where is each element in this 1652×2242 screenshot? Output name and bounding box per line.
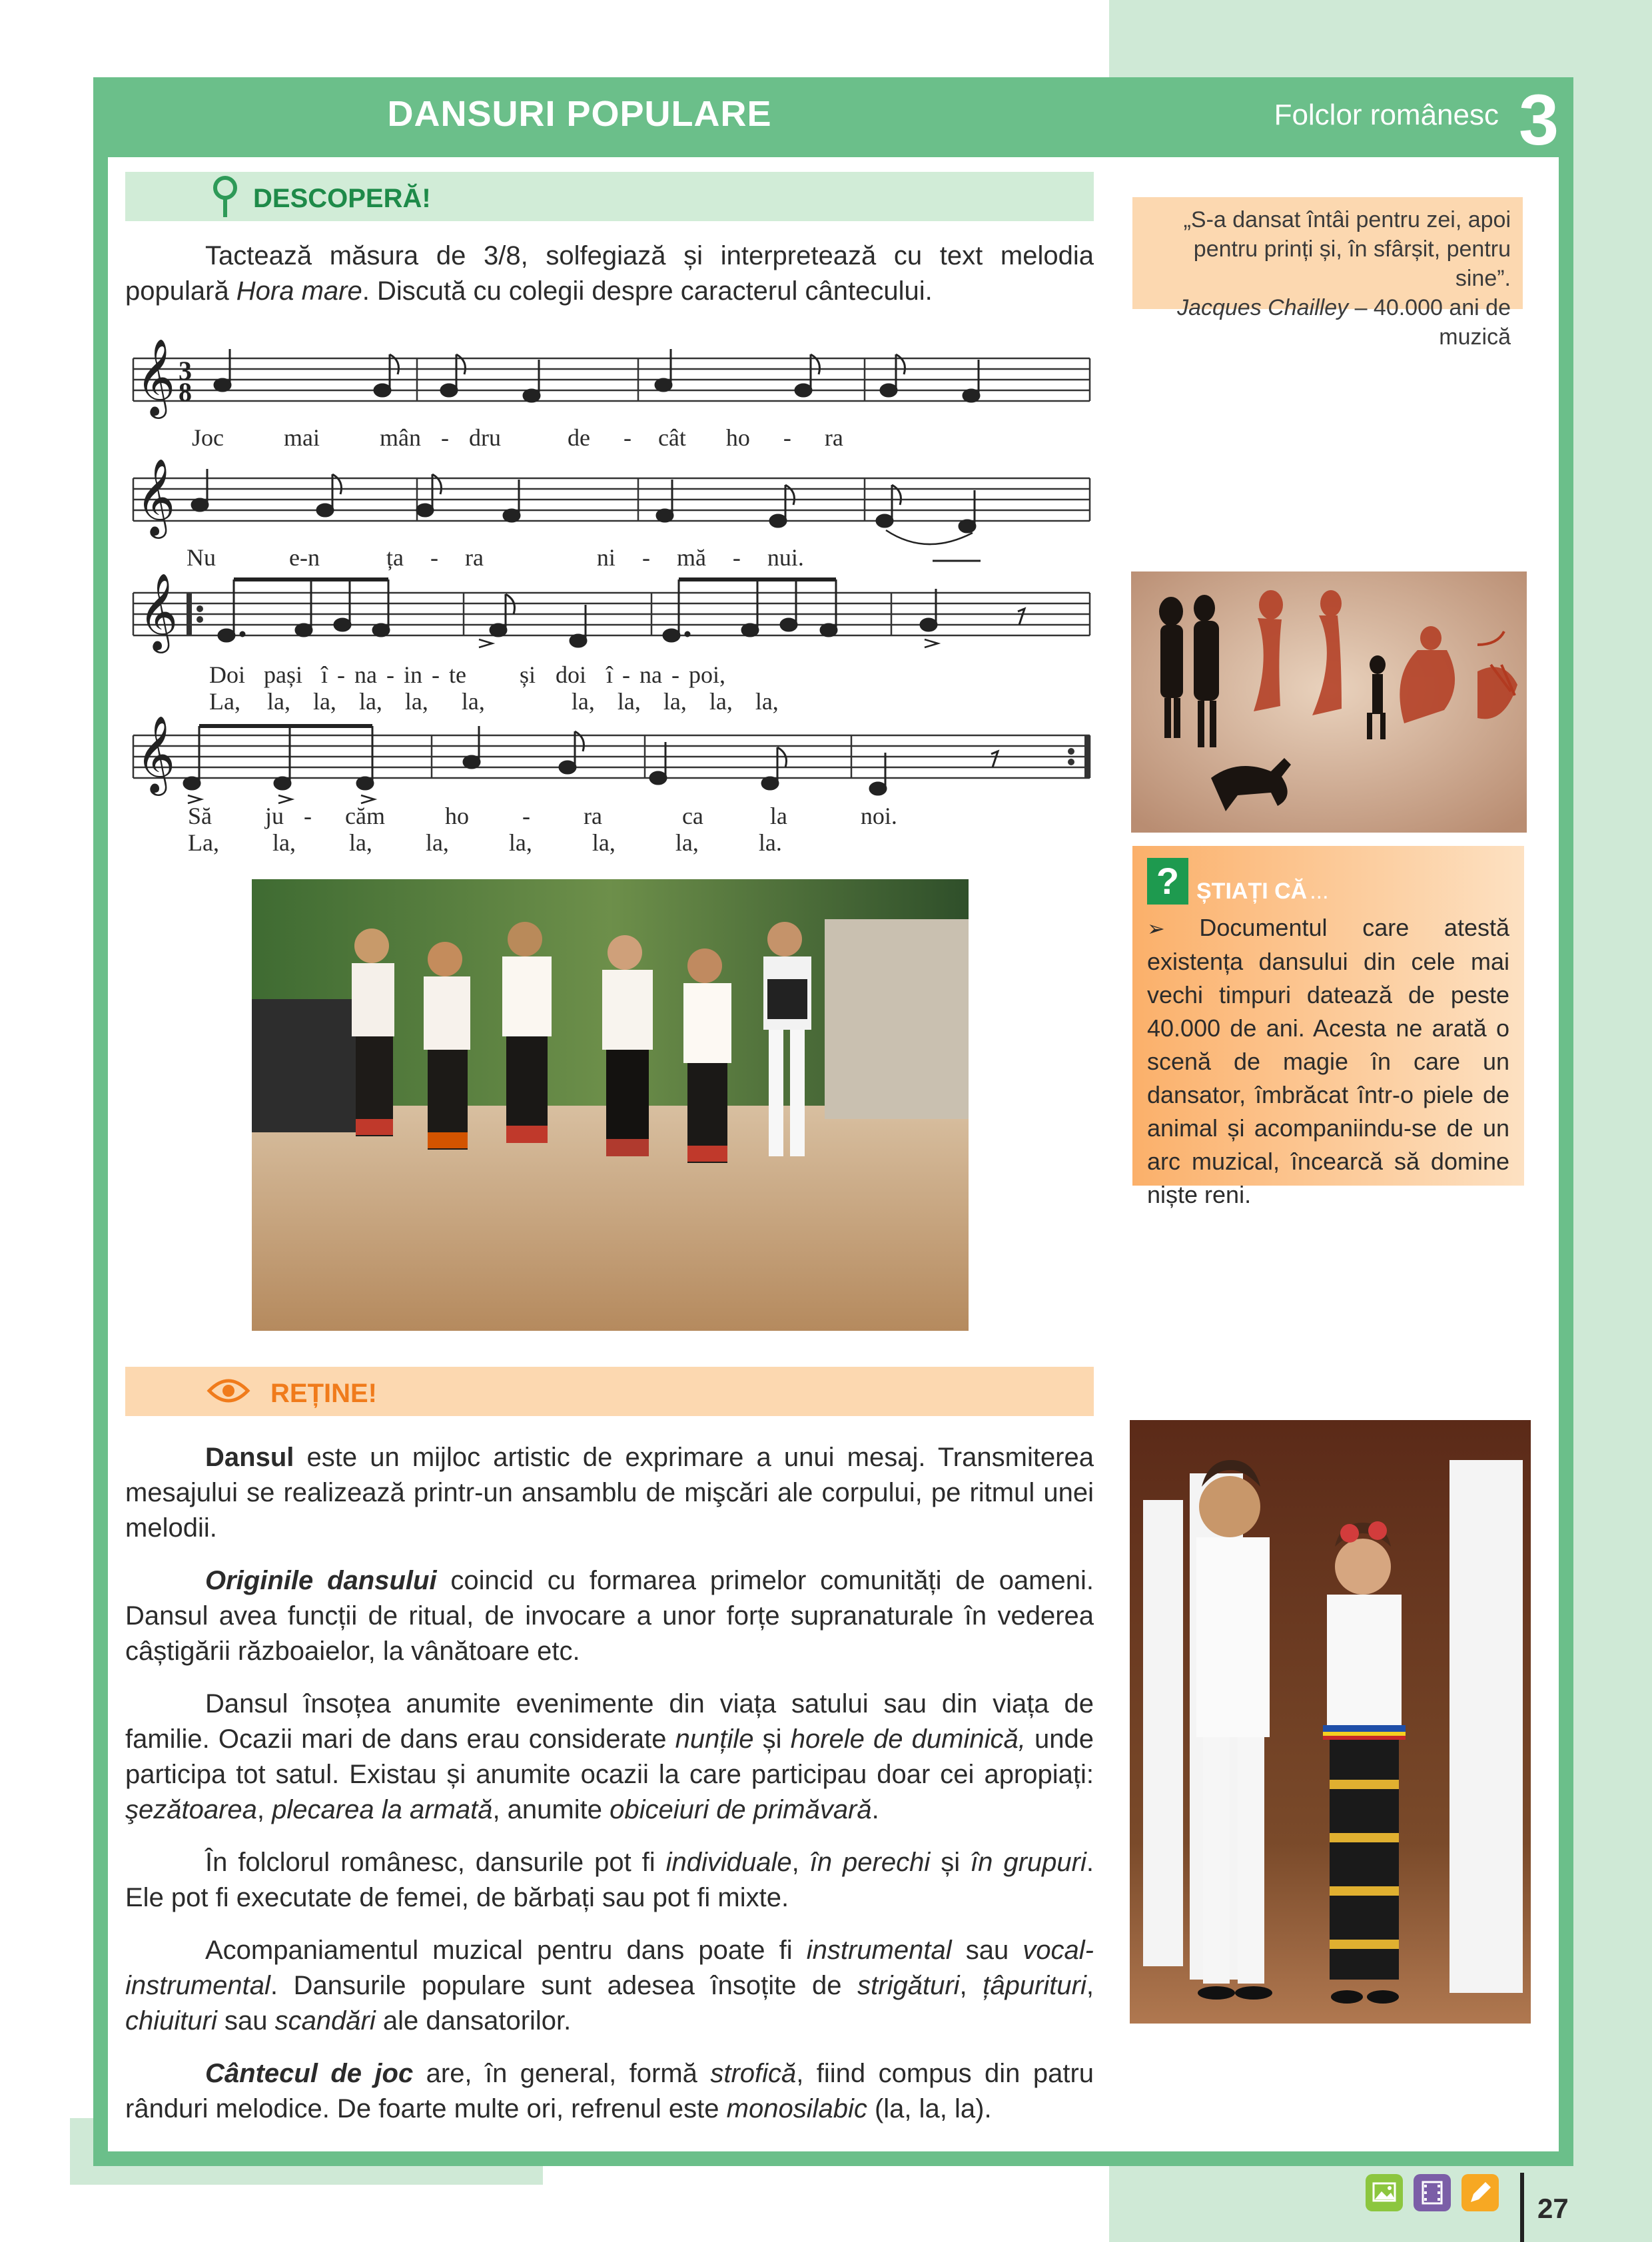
lyric-syllable: La,: [188, 829, 219, 856]
lyric-syllable: -: [522, 803, 530, 829]
lyric-syllable: -: [386, 661, 394, 688]
lyric-syllable: la,: [266, 688, 290, 715]
lyrics-row-4: [188, 802, 1094, 830]
term-dansul: Dansul: [205, 1443, 294, 1472]
lyric-syllable: la,: [508, 829, 532, 856]
p4-d: . Ele pot fi executate de femei, de bărbați sau pot fi mixte.: [125, 1848, 1094, 1912]
descopera-heading: DESCOPERĂ!: [253, 184, 431, 213]
lyric-syllable: -: [622, 661, 631, 688]
time-signature-bottom: 8: [179, 377, 192, 407]
lyrics-row-2: [187, 544, 1092, 571]
lyrics-row-4-la: [188, 829, 1094, 857]
lyric-syllable: na: [354, 661, 377, 688]
p3-i5: obiceiuri de primăvară: [610, 1795, 872, 1824]
treble-clef-icon: 𝄞: [136, 458, 176, 536]
lyrics-row-3-la: [209, 687, 1115, 715]
stiati-ellipsis: ...: [1310, 879, 1329, 904]
lyric-syllable: la,: [404, 688, 428, 715]
page-number: 27: [1537, 2193, 1569, 2224]
paragraph-5: [125, 1933, 1094, 2039]
p5-c: . Dansurile populare sunt adesea însoțite de: [270, 1971, 858, 2000]
paragraph-2: [125, 1563, 1094, 1669]
eye-icon: [206, 1376, 250, 1405]
p3-e: , anumite: [492, 1795, 610, 1824]
stiati-text-container: [1147, 911, 1509, 1212]
lyric-syllable: la,: [675, 829, 699, 856]
treble-clef-icon: 𝄞: [136, 338, 176, 416]
lyric-syllable: -: [440, 424, 449, 451]
lyric-syllable: dru: [468, 424, 501, 451]
lyric-syllable: ra: [583, 803, 602, 829]
question-icon: ?: [1147, 858, 1188, 905]
lyric-syllable: ra: [824, 424, 843, 451]
lyric-syllable: la,: [358, 688, 382, 715]
p5-e: ,: [1086, 1971, 1094, 2000]
p5-i4: țâpurituri: [983, 1971, 1086, 2000]
p6-c: (la, la, la).: [867, 2094, 992, 2123]
lyric-syllable: ho: [725, 424, 750, 451]
p5-a: Acompaniamentul muzical pentru dans poate fi: [205, 1936, 807, 1965]
quote-box: [1132, 197, 1523, 350]
lyric-syllable: la.: [758, 829, 782, 856]
lyric-syllable: Să: [188, 803, 212, 829]
lyric-syllable: ța: [386, 544, 404, 571]
p6-i1: strofică: [710, 2059, 797, 2088]
lyric-syllable: mă: [676, 544, 706, 571]
p6-i2: monosilabic: [726, 2094, 867, 2123]
lyric-syllable: la,: [709, 688, 733, 715]
stiati-text: Documentul care atestă existența dansului din cele mai vechi timpuri datează de peste 40.000 de ani. Acesta ne arată o scenă de magie în care un dansator, îmbrăcat într-o piele de animal și acompaniindu-se de un arc muzical, încearcă să domine niște reni.: [1147, 914, 1509, 1208]
p3-i3: şezătoarea: [125, 1795, 257, 1824]
lyric-syllable: ra: [464, 544, 484, 571]
lyric-syllable: la: [769, 803, 787, 829]
lyrics-row-1: [192, 424, 1098, 452]
paragraph-4: [125, 1845, 1094, 1916]
p5-i1: instrumental: [806, 1936, 952, 1965]
p3-c: unde participa tot satul. Existau și anumite ocazii la care participau doar cei apropiați:: [125, 1724, 1094, 1789]
p3-a: Dansul însoțea anumite evenimente din viața satului sau din viața de familie. Ocazii mari de dans erau considerate: [125, 1689, 1094, 1754]
paragraph-1-text: este un mijloc artistic de exprimare a unui mesaj. Transmiterea mesajului se realizează printr-un ansamblu de mişcări ale corpului, pe ritmul unei melodii.: [125, 1443, 1094, 1543]
lyric-syllable: la,: [663, 688, 687, 715]
treble-clef-icon: 𝄞: [136, 715, 176, 793]
p4-b: ,: [791, 1848, 810, 1877]
p5-g: ale dansatorilor.: [375, 2006, 572, 2036]
arrow-bullet-icon: ➢: [1147, 917, 1200, 940]
folk-dancers-photo: [252, 879, 969, 1331]
p5-f: sau: [216, 2006, 275, 2036]
quote-text: „S-a dansat întâi pentru zei, apoi pentru prinți și, în sfârșit, pentru sine”.: [1183, 207, 1511, 291]
lyric-syllable: î: [606, 661, 614, 688]
lyric-syllable: Joc: [192, 424, 224, 451]
p5-b: sau: [951, 1936, 1023, 1965]
film-icon[interactable]: [1414, 2174, 1451, 2211]
pencil-icon[interactable]: [1461, 2174, 1499, 2211]
lyric-syllable: căm: [345, 803, 385, 829]
retine-heading: REȚINE!: [270, 1379, 377, 1408]
lyric-syllable: la,: [617, 688, 641, 715]
descopera-text: [125, 238, 1094, 309]
lyric-syllable: la,: [272, 829, 296, 856]
p3-i4: plecarea la armată: [272, 1795, 493, 1824]
lyric-syllable: la,: [312, 688, 336, 715]
p6-b: , fiind compus din patru rânduri melodice. De foarte multe ori, refrenul este: [125, 2059, 1094, 2123]
treble-clef-icon: 𝄞: [139, 572, 179, 650]
p5-d: ,: [959, 1971, 983, 2000]
lyric-syllable: -: [337, 661, 346, 688]
lyric-syllable: Doi: [209, 661, 245, 688]
p4-a: În folclorul românesc, dansurile pot fi: [205, 1848, 666, 1877]
page-number-rule: [1520, 2173, 1524, 2242]
paragraph-2-text: coincid cu formarea primelor comunități de oameni. Dansul avea funcții de ritual, de invocare a unor forțe supranaturale în vederea câștigării războaielor, la vânătoare etc.: [125, 1566, 1094, 1666]
p5-i6: scandări: [274, 2006, 376, 2036]
term-cantecul: Cântecul de joc: [205, 2059, 414, 2088]
lyric-syllable: na: [639, 661, 663, 688]
quote-author: Jacques Chailley: [1177, 295, 1349, 320]
p5-i3: strigături: [857, 1971, 960, 2000]
p3-f: .: [871, 1795, 879, 1824]
lyrics-row-3: [209, 661, 1115, 689]
p4-i1: individuale: [665, 1848, 792, 1877]
lyric-syllable: poi,: [689, 661, 726, 688]
lyric-syllable: mai: [284, 424, 320, 451]
lyric-syllable: te: [449, 661, 466, 688]
lyric-syllable: in: [404, 661, 423, 688]
term-originile: Originile dansului: [205, 1566, 437, 1595]
child-dancers-photo: [1130, 1420, 1531, 2024]
image-icon[interactable]: [1366, 2174, 1403, 2211]
page-title: DANSURI POPULARE: [387, 94, 772, 134]
p3-b: și: [753, 1724, 791, 1754]
paragraph-3: [125, 1686, 1094, 1828]
lyric-syllable: ni: [596, 544, 616, 571]
lyric-syllable: noi.: [860, 803, 897, 829]
time-signature-top: 3: [179, 356, 192, 386]
retine-text: [125, 1440, 1094, 2144]
lyric-syllable: la,: [755, 688, 779, 715]
lyric-syllable: pași: [264, 661, 302, 688]
lyric-syllable: cât: [657, 424, 686, 451]
music-score: [125, 326, 1098, 859]
lyric-syllable: -: [304, 803, 312, 829]
lyric-syllable: ju: [265, 803, 284, 829]
lyric-syllable: -: [623, 424, 631, 451]
lyric-syllable: e-n: [289, 544, 320, 571]
p5-i2: vocal-instrumental: [125, 1936, 1094, 2000]
chapter-number: 3: [1518, 79, 1559, 160]
stiati-heading: ȘTIAȚI CĂ: [1196, 879, 1308, 904]
p5-i5: chiuituri: [125, 2006, 217, 2036]
lyric-syllable: -: [783, 424, 791, 451]
resource-icons: [1366, 2174, 1499, 2211]
lyric-syllable: La,: [209, 688, 240, 715]
lyric-syllable: -: [641, 544, 650, 571]
lyric-syllable: la,: [592, 829, 616, 856]
p4-i3: în grupuri: [971, 1848, 1086, 1877]
p4-i2: în perechi: [809, 1848, 931, 1877]
p3-i1: nunțile: [675, 1724, 754, 1754]
descopera-text-1: Tactează măsura de 3/8, solfegiază și interpretează cu text melodia populară: [125, 241, 1094, 306]
lyric-syllable: î: [321, 661, 328, 688]
lyric-syllable: Nu: [187, 544, 216, 571]
lyric-syllable: ca: [681, 803, 703, 829]
lyric-syllable: la,: [461, 688, 485, 715]
lyric-syllable: -: [430, 544, 438, 571]
p3-d: ,: [256, 1795, 272, 1824]
paragraph-1: [125, 1440, 1094, 1546]
lyric-syllable: -: [432, 661, 440, 688]
p4-c: și: [930, 1848, 971, 1877]
lyric-syllable: la,: [425, 829, 449, 856]
lyric-syllable: mân: [379, 424, 421, 451]
p6-a: are, în general, formă: [413, 2059, 711, 2088]
cave-painting-image: [1131, 571, 1527, 833]
p3-i2: horele de duminică,: [790, 1724, 1026, 1754]
descopera-text-2: . Discută cu colegii despre caracterul cântecului.: [362, 276, 933, 306]
lyric-syllable: -: [671, 661, 680, 688]
paragraph-6: [125, 2056, 1094, 2127]
stiati-ca-box: [1132, 846, 1524, 1208]
lyric-syllable: și: [520, 661, 536, 688]
lyric-syllable: de: [567, 424, 590, 451]
lyric-syllable: nui.: [767, 544, 804, 571]
lyric-syllable: -: [732, 544, 741, 571]
magnifier-icon: [210, 175, 240, 218]
quote-source: – 40.000 ani de muzică: [1354, 295, 1511, 350]
lyric-syllable: la,: [571, 688, 595, 715]
chapter-label: Folclor românesc: [1274, 99, 1499, 131]
lyric-syllable: doi: [556, 661, 587, 688]
lyric-syllable: la,: [348, 829, 372, 856]
song-title: Hora mare: [236, 276, 362, 306]
lyric-syllable: ho: [444, 803, 469, 829]
